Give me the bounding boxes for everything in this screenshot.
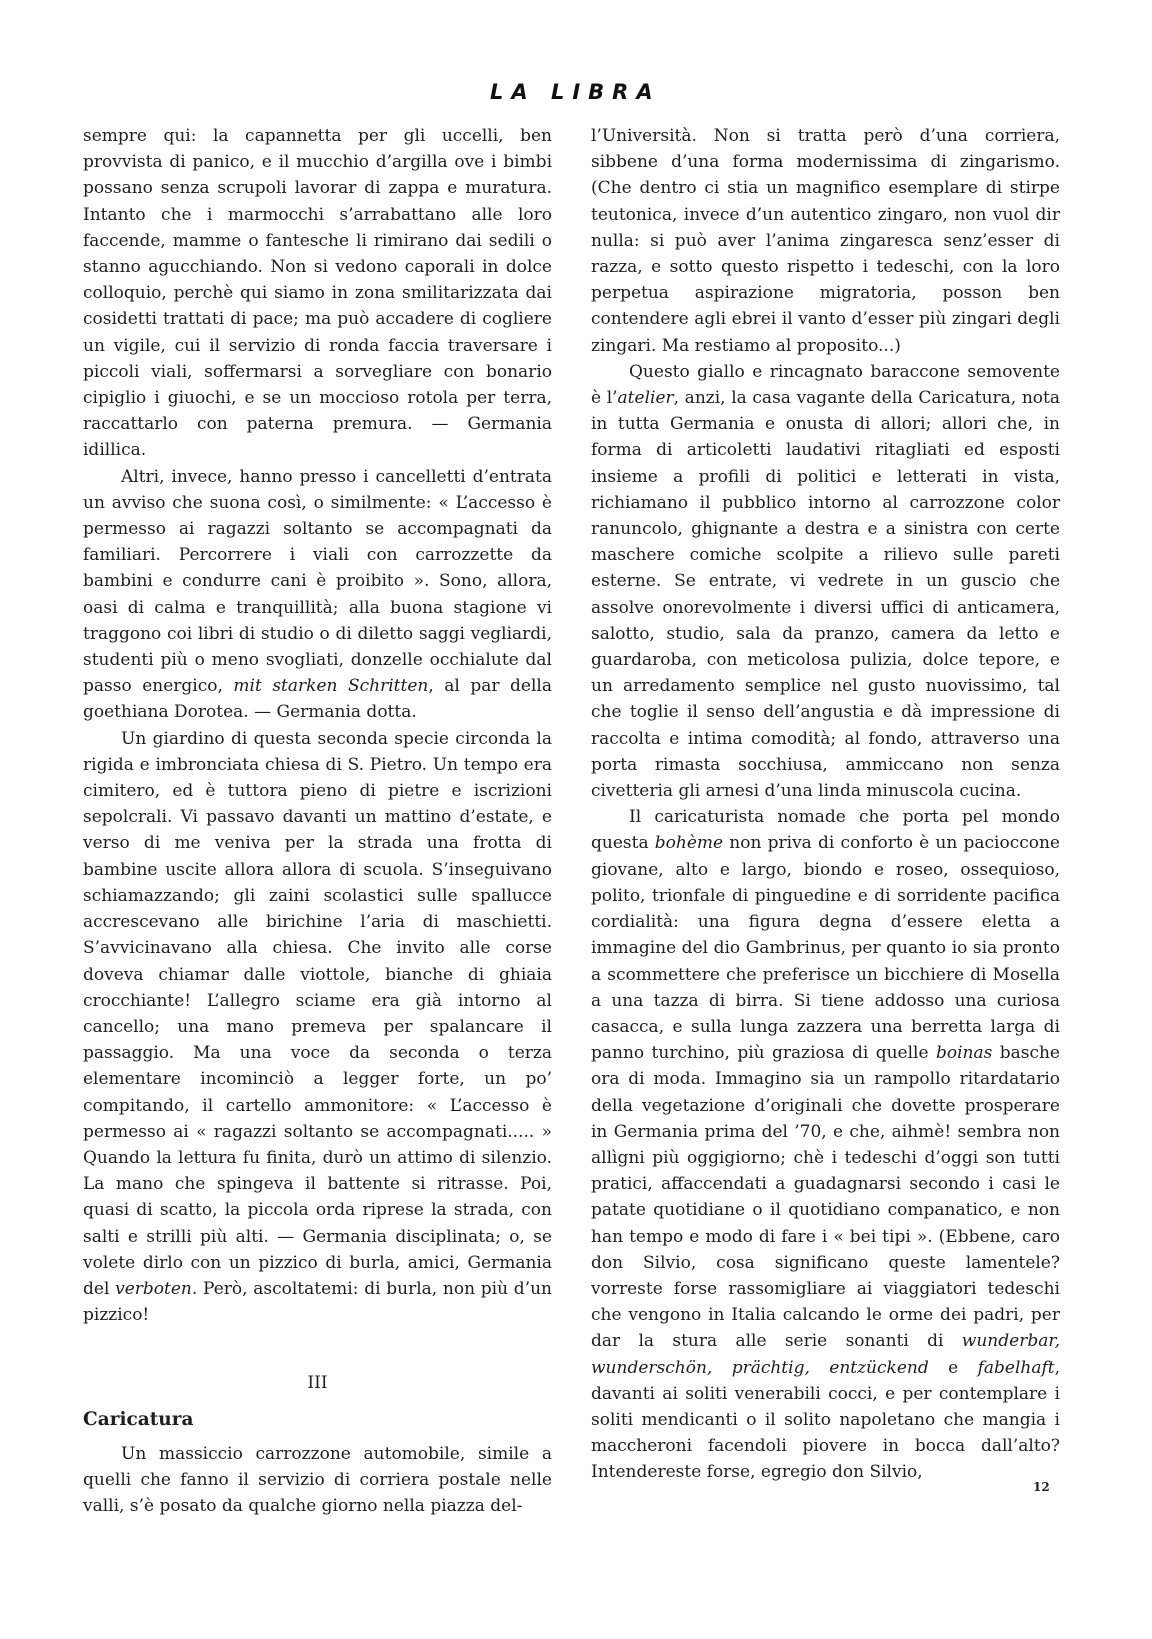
paragraph-text: , davanti ai soliti venerabili cocci, e per contemplare i soliti mendicanti o il solito napoletano che mangia i maccheroni facendoli piovere in bocca dall’alto? Intendereste forse, egregio don Silvio, <box>591 1357 1060 1483</box>
italic-phrase: verboten <box>115 1278 192 1299</box>
paragraph-text: Altri, invece, hanno presso i cancelletti d’entrata un avviso che suona così, o similmente: « L’accesso è permesso ai ragazzi soltanto se accompagnati da familiari. Percorrere i viali con carrozzette da bambini e condurre cani è proibito ». Sono, allora, oasi di calma e tranquillità; alla buona stagione vi traggono coi libri di studio o di diletto saggi vegliardi, studenti più o meno svogliati, donzelle occhialute dal passo energico, <box>83 466 552 697</box>
right-column <box>591 123 1060 1486</box>
italic-phrase: atelier <box>617 388 674 409</box>
paragraph-text: non priva di conforto è un pacioccone giovane, alto e largo, biondo e roseo, ossequioso, polito, trionfale di pinguedine e di sorridente pacifica cordialità: una figura degna d’essere eletta a immagine del dio Gambrinus, per quanto io sia pronto a scommettere che preferisce un bicchiere di Mosella a una tazza di birra. Si tiene addosso una curiosa casacca, e sulla lunga zazzera una berretta larga di panno turchino, più graziosa di quelle <box>591 833 1060 1064</box>
italic-phrase: fabelhaft <box>977 1357 1055 1378</box>
section-title: Caricatura <box>83 1408 194 1430</box>
paragraph <box>591 804 1060 1485</box>
page-number: 12 <box>1033 1480 1050 1494</box>
italic-phrase: bohème <box>654 833 724 854</box>
italic-phrase: wunderbar, wunderschön, prächtig, entzückend <box>591 1331 1060 1378</box>
paragraph-text: Il caricaturista nomade che porta pel mondo questa <box>591 807 1060 854</box>
paragraph-text: , al par della goethiana Dorotea. — Germania dotta. <box>83 676 552 723</box>
running-title: LA LIBRA <box>490 80 661 104</box>
paragraph-text: , anzi, la casa vagante della Caricatura, nota in tutta Germania e onusta di allori; allori che, in forma di articoletti laudativi ritagliati ed esposti insieme a profili di politici e letterati in vista, richiamano il pubblico intorno al carrozzone color ranuncolo, ghignante a destra e a sinistra con certe maschere comiche scolpite a rilievo sulle pareti esterne. Se entrate, vi vedrete in un guscio che assolve onorevolmente i diversi uffici di anticamera, salotto, studio, sala da pranzo, camera da letto e guardaroba, con meticolosa pulizia, dolce tepore, e un arredamento semplice nel gusto nuovissimo, tal che toglie il senso dell’angustia e dà impressione di raccolta e intima comodità; al fondo, attraverso una porta rimasta socchiusa, ammiccano non senza civetteria gli arnesi d’una linda minuscola cucina. <box>591 388 1060 802</box>
italic-phrase: boinas <box>935 1043 993 1064</box>
paragraph <box>83 464 552 726</box>
left-column <box>83 123 552 1519</box>
paragraph-text: Questo giallo e rincagnato baraccone semovente è l’ <box>591 361 1060 409</box>
paragraph-text: Un giardino di questa seconda specie circonda la rigida e imbronciata chiesa di S. Pietro. Un tempo era cimitero, ed è tuttora pieno di pietre e iscrizioni sepolcrali. Vi passavo davanti un mattino d’estate, e verso di me veniva per la strada una frotta di bambine uscite allora allora di scuola. S’inseguivano schiamazzando; gli zaini scolastici sulle spallucce accrescevano alle birichine l’aria di maschietti. S’avvicinavano alla chiesa. Che invito alle corse doveva chiamar dalle viottole, bianche di ghiaia crocchiante! L’allegro sciame era già intorno al cancello; una mano premeva per spalancare il passaggio. Ma una voce da seconda o terza elementare incominciò a legger forte, un po’ compitando, il cartello ammonitore: « L’accesso è permesso ai « ragazzi soltanto se accompagnati..... » Quando la lettura fu finita, durò un attimo di silenzio. La mano che spingeva il battente si ritrasse. Poi, quasi di scatto, la piccola orda riprese la strada, con salti e strilli più alti. — Germania disciplinata; o, se volete dirlo con un pizzico di burla, amici, Germania del <box>83 728 552 1299</box>
paragraph-text: basche ora di moda. Immagino sia un rampollo ritardatario della vegetazione d’originali che dovette prosperare in Germania prima del ’70, e che, aihmè! sembra non allìgni più oggigiorno; chè i tedeschi d’oggi son tutti pratici, affaccendati a guadagnarsi secondo i casi le patate quotidiane o il quotidiano companatico, e non han tempo e modo di fare i « bei tipi ». (Ebbene, caro don Silvio, cosa significano queste lamentele? vorreste forse rassomigliare ai viaggiatori tedeschi che vengono in Italia calcando le orme dei padri, per dar la stura alle serie sonanti di <box>591 1043 1060 1352</box>
section-number: III <box>307 1373 328 1394</box>
paragraph: Un massiccio carrozzone automobile, simile a quelli che fanno il servizio di corriera postale nelle valli, s’è posato da qualche giorno nella piazza del- <box>83 1443 552 1517</box>
paragraph-text: e <box>928 1357 978 1378</box>
paragraph-text: . Però, ascoltatemi: di burla, non più d’un pizzico! <box>83 1278 552 1326</box>
paragraph: sempre qui: la capannetta per gli uccelli, ben provvista di panico, e il mucchio d’argilla ove i bimbi possano senza scrupoli lavorar di zappa e muratura. Intanto che i marmocchi s’arrabattano alle loro faccende, mamme o fantesche li rimirano dai sedili o stanno agucchiando. Non si vedono caporali in dolce colloquio, perchè qui siamo in zona smilitarizzata dai cosidetti trattati di pace; ma può accadere di cogliere un vigile, cui il servizio di ronda faccia traversare i piccoli viali, soffermarsi a sorvegliare con bonario cipiglio i giuochi, e se un moccioso rotola per terra, raccattarlo con paterna premura. — Germania idillica. <box>83 126 552 461</box>
italic-phrase: mit starken Schritten <box>233 676 429 697</box>
paragraph <box>83 726 552 1329</box>
paragraph <box>591 359 1060 804</box>
paragraph: l’Università. Non si tratta però d’una corriera, sibbene d’una forma modernissima di zingarismo. (Che dentro ci stia un magnifico esemplare di stirpe teutonica, invece d’un autentico zingaro, non vuol dir nulla: si può aver l’anima zingaresca senz’esser di razza, e sotto questo rispetto i tedeschi, con la loro perpetua aspirazione migratoria, posson ben contendere agli ebrei il vanto d’esser più zingari degli zingari. Ma restiamo al proposito...) <box>591 126 1060 356</box>
